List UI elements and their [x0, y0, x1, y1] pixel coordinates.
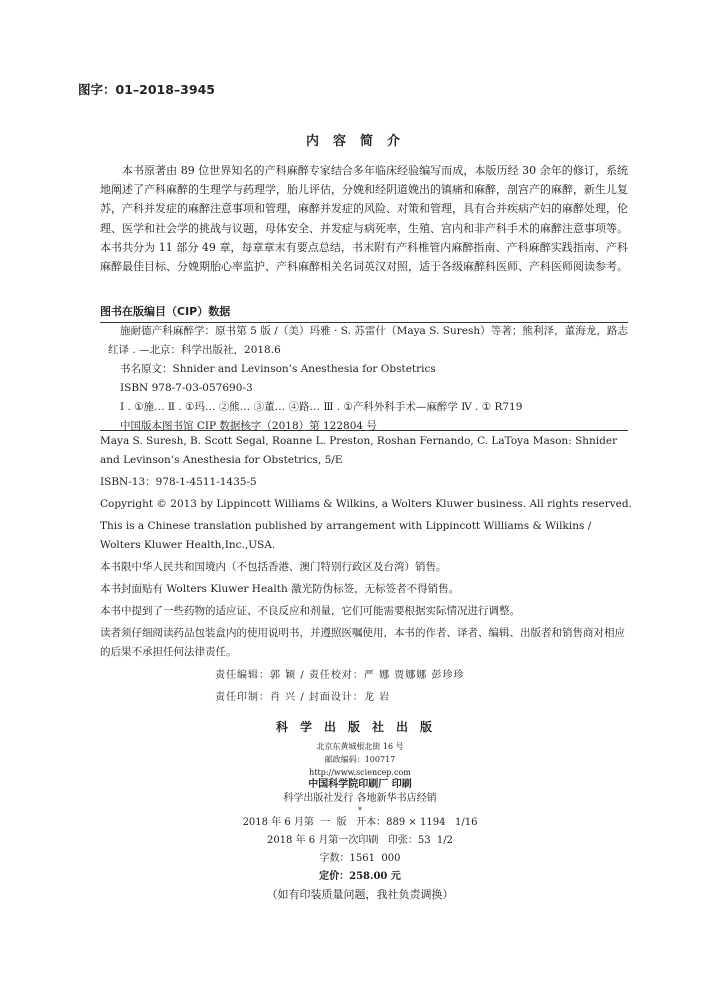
- colophon-words: 字数：1561 000: [319, 853, 401, 864]
- publisher-address: 北京东黄城根北街 16 号: [316, 742, 404, 751]
- anti-counterfeit-note: 本书封面贴有 Wolters Kluwer Health 激光防伪标签，无标签者不得销售。: [100, 583, 460, 595]
- cip-bottom-rule: [100, 430, 628, 431]
- staff-credits: [215, 667, 464, 711]
- original-isbn: ISBN-13：978-1-4511-1435-5: [100, 476, 257, 488]
- registration-number: 图字：01–2018–3945: [78, 82, 215, 97]
- staff-print-design: 责任印制：肖 兴 / 封面设计：龙 岩: [215, 692, 391, 703]
- publisher-url: http://www.sciencep.com: [309, 768, 411, 777]
- copyright-line: Copyright © 2013 by Lippincott Williams & Wilkins, a Wolters Kluwer business. All rights reserved.: [100, 498, 632, 510]
- original-authors: Maya S. Suresh, B. Scott Segal, Roanne L. Preston, Roshan Fernando, C. LaToya Mason: Shnider and Levinson’s Anesthesia for Obstetrics, 5/E: [100, 435, 618, 466]
- colophon-printing: 2018 年 6 月第一次印刷 印张：53 1/2: [266, 835, 454, 846]
- sale-region-note: 本书限中华人民共和国境内（不包括香港、澳门特别行政区及台湾）销售。: [100, 561, 447, 573]
- colophon-price: 定价：258.00 元: [319, 871, 401, 882]
- distributor: 科学出版社发行 各地新华书店经销: [283, 793, 437, 804]
- disclaimer-note: 读者须仔细阅读药品包装盒内的使用说明书，并遵照医嘱使用，本书的作者、译者、编辑、出版者和销售商对相应的后果不承担任何法律责任。: [100, 627, 625, 658]
- cip-line-record: 中国版本图书馆 CIP 数据核字（2018）第 122804 号: [120, 420, 377, 432]
- drug-note: 本书中提到了一些药物的适应证、不良反应和剂量，它们可能需要根据实际情况进行调整。: [100, 605, 520, 617]
- content-summary: 本书原著由 89 位世界知名的产科麻醉专家结合多年临床经验编写而成，本版历经 30 余年的修订，系统地阐述了产科麻醉的生理学与药理学，胎儿评估，分娩和经阴道娩出的镇痛和麻醉，剖宫产的麻醉，新生儿复苏，产科并发症的麻醉注意事项和管理，麻醉并发症的风险、对策和管理，具有合并疾病产妇的麻醉处理，伦理、医学和社会学的挑战与议题，母体安全、并发症与病死率，生殖、宫内和非产科手术的麻醉注意事项等。本书共分为 11 部分 49 章，每章章末有要点总结，书末附有产科椎管内麻醉指南、产科麻醉实践指南、产科麻醉最佳目标、分娩期胎心率监护、产科麻醉相关名词英汉对照，适于各级麻醉科医师、产科医师阅读参考。: [100, 164, 628, 274]
- page-title: 内容简介: [305, 134, 414, 149]
- colophon-note: （如有印装质量问题，我社负责调换）: [266, 888, 454, 901]
- original-edition-info: [100, 432, 632, 665]
- publisher-name: 科学出版社出版: [275, 720, 444, 734]
- cip-label: 图书在版编目（CIP）数据: [100, 305, 231, 318]
- cip-data: [108, 322, 628, 436]
- cip-line-classification: Ⅰ . ①施… Ⅱ . ①玛… ②熊… ③董… ④路… Ⅲ . ①产科外科手术—麻醉学 Ⅳ . ① R719: [120, 401, 523, 413]
- publisher-postcode: 邮政编码：100717: [324, 755, 396, 764]
- cip-line-isbn: ISBN 978-7-03-057690-3: [120, 382, 253, 394]
- staff-editors: 责任编辑：郭 颖 / 责任校对：严 娜 贾娜娜 彭珍珍: [215, 670, 465, 681]
- cip-line-title: 施耐德产科麻醉学：原书第 5 版 /（美）玛雅 · S. 苏雷什（Maya S. Suresh）等著；熊利泽，董海龙，路志红译 . —北京：科学出版社，2018.6: [108, 325, 628, 356]
- printer-name: 中国科学院印刷厂 印刷: [308, 779, 412, 790]
- translation-note: This is a Chinese translation published by arrangement with Lippincott Williams & Wilkins / Wolters Kluwer Health,Inc.,USA.: [100, 520, 592, 551]
- cip-line-original-title: 书名原文：Shnider and Levinson’s Anesthesia for Obstetrics: [120, 363, 436, 375]
- separator-star: *: [358, 806, 362, 815]
- colophon-edition: 2018 年 6 月第 一 版 开本：889 × 1194 1/16: [242, 817, 478, 828]
